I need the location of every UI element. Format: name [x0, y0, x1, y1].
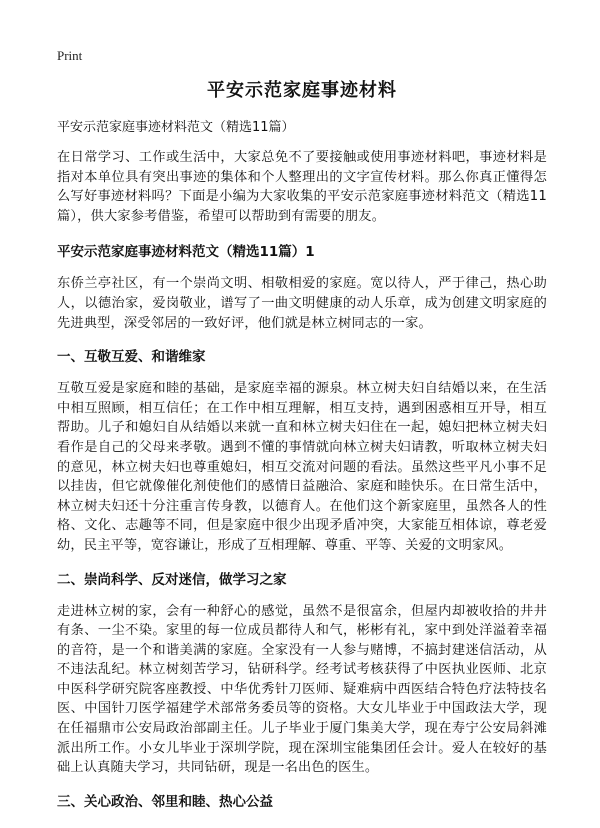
section-heading-2: 二、崇尚科学、反对迷信，做学习之家: [57, 571, 287, 588]
document-subtitle: 平安示范家庭事迹材料范文（精选11篇）: [57, 120, 295, 135]
intro-paragraph: 在日常学习、工作或生活中，大家总免不了要接触或使用事迹材料吧，事迹材料是指对本单位具有突出事迹的集体和个人整理出的文字宣传材料。那么你真正懂得怎么写好事迹材料吗？下面是小编为大家收集的平安示范家庭事迹材料范文（精选11篇），供大家参考借鉴，希望可以帮助到有需要的朋友。: [57, 150, 547, 224]
page-title: 平安示范家庭事迹材料: [207, 80, 397, 101]
section-heading-1: 一、互敬互爱、和谐维家: [57, 349, 206, 366]
section-body-1: 互敬互爱是家庭和睦的基础，是家庭幸福的源泉。林立树夫妇自结婚以来，在生活中相互照顾，相互信任；在工作中相互理解，相互支持，遇到困惑相互开导，相互帮助。儿子和媳妇自从结婚以来就一直和林立树夫妇住在一起，媳妇把林立树夫妇看作是自己的父母来孝敬。遇到不懂的事情就向林立树夫妇请教，听取林立树夫妇的意见，林立树夫妇也尊重媳妇，相互交流对问题的看法。虽然这些平凡小事不足以挂齿，但它就像催化剂使他们的感情日益融洽、家庭和睦快乐。在日常生活中，林立树夫妇还十分注重言传身教，以德育人。在他们这个新家庭里，虽然各人的性格、文化、志趣等不同，但是家庭中很少出现矛盾冲突，大家能互相体谅，尊老爱幼，民主平等，宽容谦让，形成了互相理解、尊重、平等、关爱的文明家风。: [57, 381, 547, 553]
article-heading: 平安示范家庭事迹材料范文（精选11篇）1: [57, 244, 315, 261]
article-intro-paragraph: 东侨兰亭社区，有一个崇尚文明、相敬相爱的家庭。宽以待人，严于律己，热心助人，以德治家，爱岗敬业，谱写了一曲文明健康的动人乐章，成为创建文明家庭的先进典型，深受邻居的一致好评，他们就是林立树同志的一家。: [57, 276, 547, 331]
print-link[interactable]: Print: [57, 48, 83, 63]
section-body-2: 走进林立树的家，会有一种舒心的感觉，虽然不是很富余，但屋内却被收拾的井井有条、一尘不染。家里的每一位成员都待人和气，彬彬有礼，家中到处洋溢着幸福的音符，是一个和谐美满的家庭。全家没有一人参与赌博，不搞封建迷信活动，从不违法乱纪。林立树刻苦学习，钻研科学。经考试考核获得了中医执业医师、北京中医科学研究院客座教授、中华优秀针刀医师、疑难病中西医结合特色疗法特技名医、中国针刀医学福建学术部常务委员等的资格。大女儿毕业于中国政法大学，现在任福鼎市公安局政治部副主任。儿子毕业于厦门集美大学，现在寿宁公安局斜滩派出所工作。小女儿毕业于深圳学院，现在深圳宝能集团任会计。爱人在较好的基础上认真随夫学习，共同钻研，现是一名出色的医生。: [57, 603, 547, 776]
document: [57, 78, 547, 812]
section-heading-3: 三、关心政治、邻里和睦、热心公益: [57, 793, 273, 810]
